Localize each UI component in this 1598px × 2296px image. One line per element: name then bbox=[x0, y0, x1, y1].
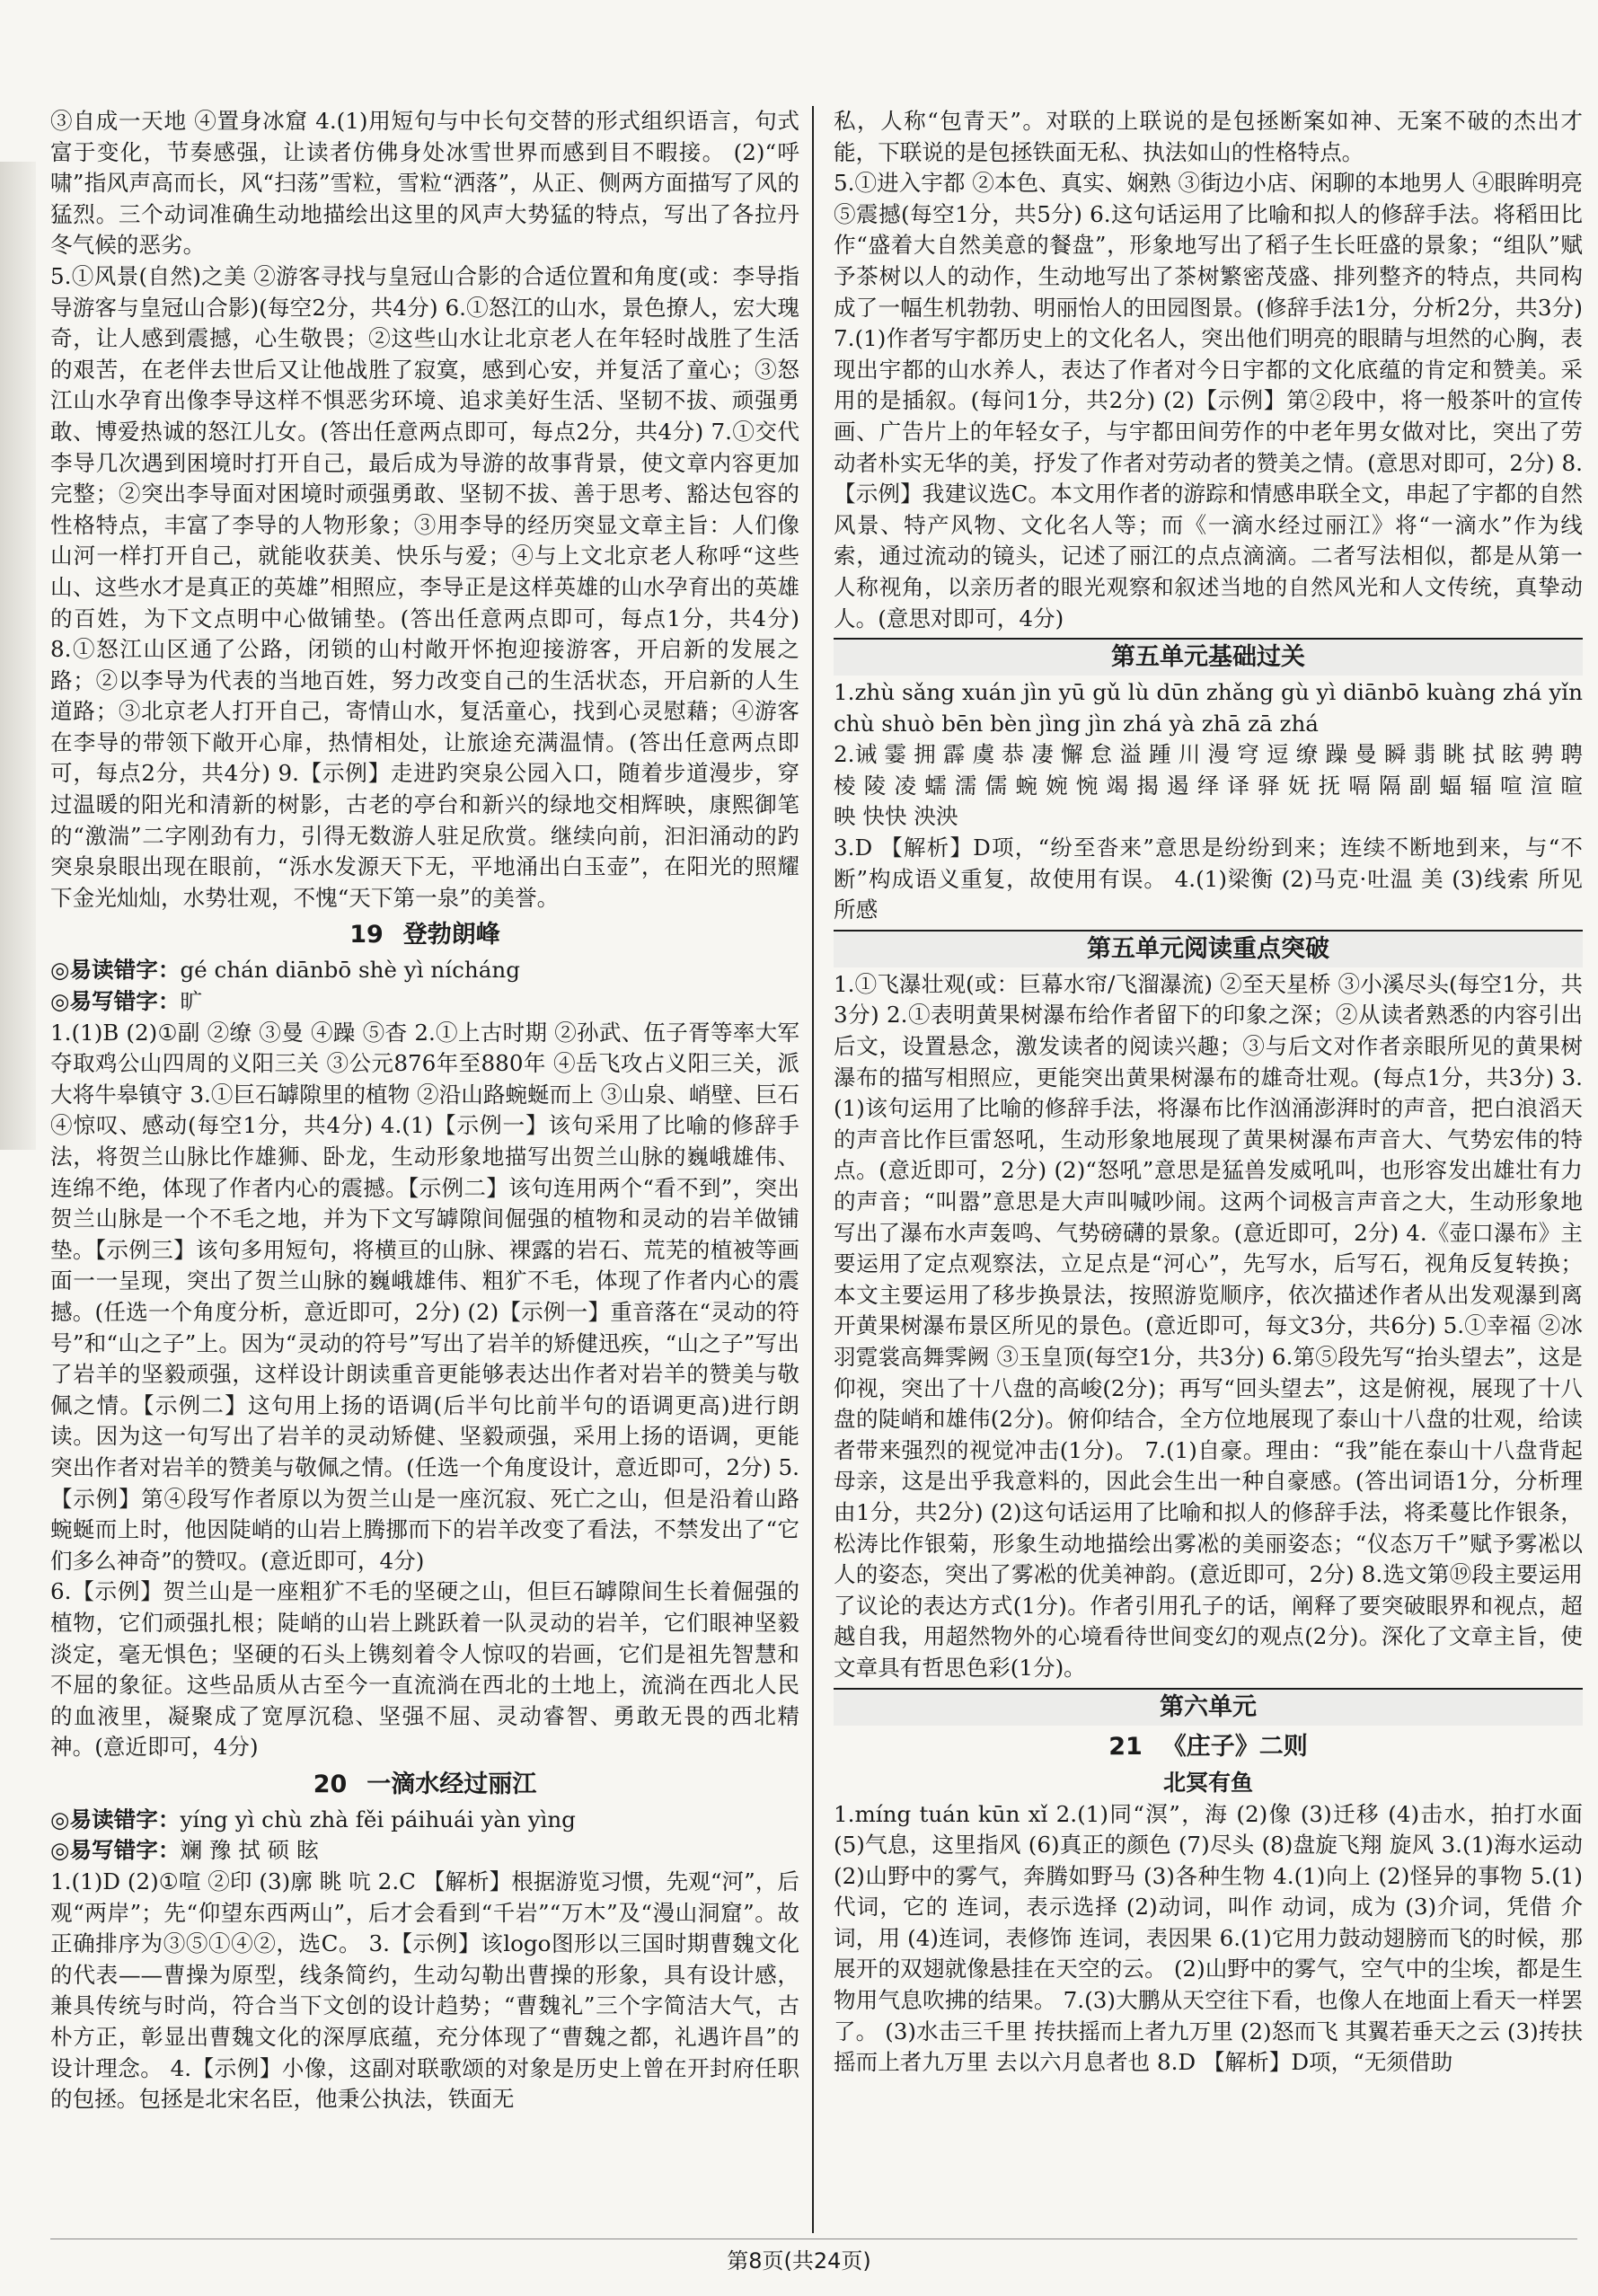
easy-read-pinyin: gé chán diānbō shè yì nícháng bbox=[180, 957, 520, 984]
subsection-title: 北冥有鱼 bbox=[1162, 1769, 1253, 1796]
unit-6-heading: 第六单元 bbox=[834, 1688, 1583, 1726]
easy-read-row bbox=[50, 955, 799, 986]
easy-write-row bbox=[50, 986, 799, 1018]
easy-write-chars: 斓 豫 拭 硕 眩 bbox=[180, 1837, 319, 1864]
lesson-number: 19 bbox=[349, 921, 384, 949]
character-answers: 2.诫 霎 拥 霹 虞 恭 凄 懈 怠 溢 踵 川 漫 穹 逗 缭 躁 曼 瞬 翡 眺 拭 眩 骋 聘 棱 陵 凌 蠕 濡 儒 蜿 婉 惋 竭 揭 遏 绎 译 驿 妩 抚 嗝 隔 副 蝠 辐 喧 渲 暄 映 快快 泱泱 bbox=[834, 741, 1583, 830]
easy-write-label: ◎易写错字： bbox=[50, 988, 181, 1015]
easy-read-label: ◎易读错字： bbox=[50, 1806, 181, 1832]
lesson-name: 一滴水经过丽江 bbox=[366, 1770, 537, 1798]
answer-paragraph: ③自成一天地 ④置身冰窟 4.(1)用短句与中长句交替的形式组织语言，句式富于变化，节奏感强，让读者仿佛身处冰雪世界而感到目不暇接。 (2)“呼啸”指风声高而长，风“扫荡”雪粒，雪粒“洒落”，从正、侧两方面描写了风的猛烈。三个动词准确生动地描绘出这里的风声大势猛的特点，写出了各拉丹冬气候的恶劣。 bbox=[50, 108, 799, 259]
answer-paragraph: 5.①进入宇都 ②本色、真实、娴熟 ③街边小店、闲聊的本地男人 ④眼眸明亮 ⑤震撼(每空1分，共5分) 6.这句话运用了比喻和拟人的修辞手法。将稻田比作“盛着大自然美意的餐盘”，形象地写出了稻子生长旺盛的景象；“组队”赋予茶树以人的动作，生动地写出了茶树繁密茂盛、排列整齐的特点，共同构成了一幅生机勃勃、明丽怡人的田园图景。(修辞手法1分，分析2分，共3分) 7.(1)作者写宇都历史上的文化名人，突出他们明亮的眼睛与坦然的心胸，表现出宇都的山水养人，表达了作者对今日宇都的文化底蕴的肯定和赞美。采用的是插叙。(每问1分，共2分) (2)【示例】第②段中，将一般茶叶的宣传画、广告片上的年轻女子，与宇都田间劳作的中老年男女做对比，突出了劳动者朴实无华的美，抒发了作者对劳动者的赞美之情。(意思对即可，2分) 8.【示例】我建议选C。本文用作者的游踪和情感串联全文，串起了宇都的自然风景、特产风物、文化名人等；而《一滴水经过丽江》将“一滴水”作为线索，通过流动的镜头，记述了丽江的点点滴滴。二者写法相似，都是从第一人称视角，以亲历者的眼光观察和叙述当地的自然风光和人文传统，真挚动人。(意思对即可，4分) bbox=[834, 170, 1583, 631]
easy-write-label: ◎易写错字： bbox=[50, 1837, 181, 1864]
answer-paragraph: 1.(1)D (2)①喧 ②印 (3)廓 眺 吭 2.C 【解析】根据游览习惯，先观“河”，后观“两岸”；先“仰望东西两山”，后才会看到“千岩”“万木”及“漫山洞窟”。故正确排序为③⑤①④②，选C。 3.【示例】该logo图形以三国时期曹魏文化的代表——曹操为原型，线条简约，生动勾勒出曹操的形象，具有设计感，兼具传统与时尚，符合当下文创的设计趋势；“曹魏礼”三个字简洁大气，古朴方正，彰显出曹魏文化的深厚底蕴，充分体现了“曹魏之都，礼遇许昌”的设计理念。 4.【示例】小像，这副对联歌颂的对象是历史上曾在开封府任职的包拯。包拯是北宋名臣，他秉公执法，铁面无 bbox=[50, 1868, 799, 2113]
answer-paragraph: 1.①飞瀑壮观(或：巨幕水帘/飞溜瀑流) ②至天星桥 ③小溪尽头(每空1分，共3分) 2.①表明黄果树瀑布给作者留下的印象之深；②从读者熟悉的内容引出后文，设置悬念，激发读者的阅读兴趣；③与后文对作者亲眼所见的黄果树瀑布的描写相照应，更能突出黄果树瀑布的雄奇壮观。(每点1分，共3分) 3.(1)该句运用了比喻的修辞手法，将瀑布比作汹涌澎湃时的声音，把白浪滔天的声音比作巨雷怒吼，生动形象地展现了黄果树瀑布声音大、气势宏伟的特点。(意近即可，2分) (2)“怒吼”意思是猛兽发威吼叫，也形容发出雄壮有力的声音；“叫嚣”意思是大声叫喊吵闹。这两个词极言声音之大，生动形象地写出了瀑布水声轰鸣、气势磅礴的景象。(意近即可，2分) 4.《壶口瀑布》主要运用了定点观察法，立足点是“河心”，先写水，后写石，视角反复转换；本文主要运用了移步换景法，按照游览顺序，依次描述作者从出发观瀑到离开黄果树瀑布景区所见的景色。(意近即可，每文3分，共6分) 5.①幸福 ②冰羽霓裳高舞霁阙 ③玉皇顶(每空1分，共3分) 6.第⑤段先写“抬头望去”，这是仰视，突出了十八盘的高峻(2分)；再写“回头望去”，这是俯视，展现了十八盘的陡峭和雄伟(2分)。俯仰结合，全方位地展现了泰山十八盘的壮观，给读者带来强烈的视觉冲击(1分)。 7.(1)自豪。理由：“我”能在泰山十八盘背起母亲，这是出乎我意料的，因此会生出一种自豪感。(答出词语1分，分析理由1分，共2分) (2)这句话运用了比喻和拟人的修辞手法，将柔蔓比作银条，松涛比作银菊，形象生动地描绘出雾凇的美丽姿态；“仪态万千”赋予雾凇以人的姿态，突出了雾凇的优美神韵。(意近即可，2分) 8.选文第⑲段主要运用了议论的表达方式(1分)。作者引用孔子的话，阐释了要突破眼界和视点，超越自我，用超然物外的心境看待世间变幻的观点(2分)。深化了文章主旨，使文章具有哲思色彩(1分)。 bbox=[834, 970, 1583, 1681]
easy-read-row bbox=[50, 1805, 799, 1836]
lesson-name: 登勃朗峰 bbox=[402, 921, 500, 949]
lesson-21-title bbox=[834, 1729, 1583, 1765]
easy-read-pinyin: yíng yì chù zhà fěi páihuái yàn yìng bbox=[180, 1806, 576, 1832]
unit-5-basic-heading: 第五单元基础过关 bbox=[834, 638, 1583, 676]
answer-paragraph: 3.D 【解析】D项，“纷至沓来”意思是纷纷到来；连续不断地到来，与“不断”构成语义重复，故使用有误。 4.(1)梁衡 (2)马克·吐温 美 (3)线索 所见 所感 bbox=[834, 835, 1583, 923]
answer-paragraph: 6.【示例】贺兰山是一座粗犷不毛的坚硬之山，但巨石罅隙间生长着倔强的植物，它们顽强扎根；陡峭的山岩上跳跃着一队灵动的岩羊，它们眼神坚毅淡定，毫无惧色；坚硬的石头上镌刻着令人惊叹的岩画，它们是祖先智慧和不屈的象征。这些品质从古至今一直流淌在西北的土地上，流淌在西北人民的血液里，凝聚成了宽厚沉稳、坚强不屈、灵动睿智、勇敢无畏的西北精神。(意近即可，4分) bbox=[50, 1578, 799, 1761]
binding-edge bbox=[0, 162, 36, 1150]
easy-write-chars: 旷 bbox=[180, 988, 203, 1015]
answer-paragraph: 5.①风景(自然)之美 ②游客寻找与皇冠山合影的合适位置和角度(或：李导指导游客与皇冠山合影)(每空2分，共4分) 6.①怒江的山水，景色撩人，宏大瑰奇，让人感到震撼，心生敬畏；②这些山水让北京老人在年轻时战胜了生活的艰苦，在老伴去世后又让他战胜了寂寞，感到心安，并复活了童心；③怒江山水孕育出像李导这样不惧恶劣环境、追求美好生活、坚韧不拔、顽强勇敢、博爱热诚的怒江儿女。(答出任意两点即可，每点2分，共4分) 7.①交代李导几次遇到困境时打开自己，最后成为导游的故事背景，使文章内容更加完整；②突出李导面对困境时顽强勇敢、坚韧不拔、善于思考、豁达包容的性格特点，丰富了李导的人物形象；③用李导的经历突显文章主旨：人们像山河一样打开自己，就能收获美、快乐与爱；④与上文北京老人称呼“这些山、这些水才是真正的英雄”相照应，李导正是这样英雄的山水孕育出的英雄的百姓，为下文点明中心做铺垫。(答出任意两点即可，每点1分，共4分) 8.①怒江山区通了公路，闭锁的山村敞开怀抱迎接游客，开启新的发展之路；②以李导为代表的当地百姓，努力改变自己的生活状态，开启新的人生道路；③北京老人打开自己，寄情山水，复活童心，找到心灵慰藉；④游客在李导的带领下敞开心扉，热情相处，让旅途充满温情。(答出任意两点即可，每点2分，共4分) 9.【示例】走进趵突泉公园入口，随着步道漫步，穿过温暖的阳光和清新的树影，古老的亭台和新兴的绿地交相辉映，康熙御笔的“激湍”二字刚劲有力，引得无数游人驻足欣赏。继续向前，汩汩涌动的趵突泉泉眼出现在眼前，“泺水发源天下无，平地涌出白玉壶”，在阳光的照耀下金光灿灿，水势壮观，不愧“天下第一泉”的美誉。 bbox=[50, 262, 799, 911]
lesson-20-title bbox=[50, 1767, 799, 1803]
easy-write-row bbox=[50, 1835, 799, 1867]
easy-read-label: ◎易读错字： bbox=[50, 957, 181, 984]
lesson-number: 20 bbox=[313, 1770, 348, 1798]
lesson-number: 21 bbox=[1108, 1732, 1143, 1761]
page-number: 第8页(共24页) bbox=[727, 2248, 871, 2274]
answer-paragraph: 1.míng tuán kūn xǐ 2.(1)同“溟”，海 (2)像 (3)迁移 (4)击水，拍打水面 (5)气息，这里指风 (6)真正的颜色 (7)尽头 (8)盘旋飞翔 旋风 3.(1)海水运动 (2)山野中的雾气，奔腾如野马 (3)各种生物 4.(1)向上 (2)怪异的事物 5.(1)代词，它的 连词，表示选择 (2)动词，叫作 动词，成为 (3)介词，凭借 介词，用 (4)连词，表修饰 连词，表因果 6.(1)它用力鼓动翅膀而飞的时候，那展开的双翅就像悬挂在天空的云。 (2)山野中的雾气，空气中的尘埃，都是生物用气息吹拂的结果。 7.(3)大鹏从天空往下看，也像人在地面上看天一样罢了。 (3)水击三千里 抟扶摇而上者九万里 (2)怒而飞 其翼若垂天之云 (3)抟扶摇而上者九万里 去以六月息者也 8.D 【解析】D项，“无须借助 bbox=[834, 1800, 1583, 2076]
right-column bbox=[834, 106, 1583, 2231]
lesson-19-title bbox=[50, 917, 799, 953]
answer-paragraph: 1.(1)B (2)①副 ②缭 ③曼 ④躁 ⑤杳 2.①上古时期 ②孙武、伍子胥等率大军夺取鸡公山四周的义阳三关 ③公元876年至880年 ④岳飞攻占义阳三关，派大将牛皋镇守 3.①巨石罅隙里的植物 ②沿山路蜿蜒而上 ③山泉、峭壁、巨石 ④惊叹、感动(每空1分，共4分) 4.(1)【示例一】该句采用了比喻的修辞手法，将贺兰山脉比作雄狮、卧龙，生动形象地描写出贺兰山脉的巍峨雄伟、连绵不绝，体现了作者内心的震撼。【示例二】该句连用两个“看不到”，突出贺兰山脉是一个不毛之地，并为下文写罅隙间倔强的植物和灵动的岩羊做铺垫。【示例三】该句多用短句，将横亘的山脉、裸露的岩石、荒芜的植被等画面一一呈现，突出了贺兰山脉的巍峨雄伟、粗犷不毛，体现了作者内心的震撼。(任选一个角度分析，意近即可，2分) (2)【示例一】重音落在“灵动的符号”和“山之子”上。因为“灵动的符号”写出了岩羊的矫健迅疾，“山之子”写出了岩羊的坚毅顽强，这样设计朗读重音更能够表达出作者对岩羊的赞美与敬佩之情。【示例二】这句用上扬的语调(后半句比前半句的语调更高)进行朗读。因为这一句写出了岩羊的灵动矫健、坚毅顽强，采用上扬的语调，更能突出作者对岩羊的赞美与敬佩之情。(任选一个角度设计，意近即可，2分) 5.【示例】第④段写作者原以为贺兰山是一座沉寂、死亡之山，但是沿着山路蜿蜒而上时，他因陡峭的山岩上腾挪而下的岩羊改变了看法，不禁发出了“它们多么神奇”的赞叹。(意近即可，4分) bbox=[50, 1019, 799, 1574]
lesson-name: 《庄子》二则 bbox=[1161, 1732, 1308, 1761]
answer-paragraph: 私，人称“包青天”。对联的上联说的是包拯断案如神、无案不破的杰出才能，下联说的是包拯铁面无私、执法如山的性格特点。 bbox=[834, 108, 1583, 165]
unit-5-reading-heading: 第五单元阅读重点突破 bbox=[834, 930, 1583, 967]
left-column bbox=[50, 106, 799, 2231]
pinyin-answers: 1.zhù sǎng xuán jìn yū gǔ lù dūn zhǎng gù yì diānbō kuàng zhá yǐn chù shuò bēn bèn jìng jìn zhá yà zhā zā zhá bbox=[834, 679, 1583, 737]
column-divider bbox=[812, 106, 814, 2233]
